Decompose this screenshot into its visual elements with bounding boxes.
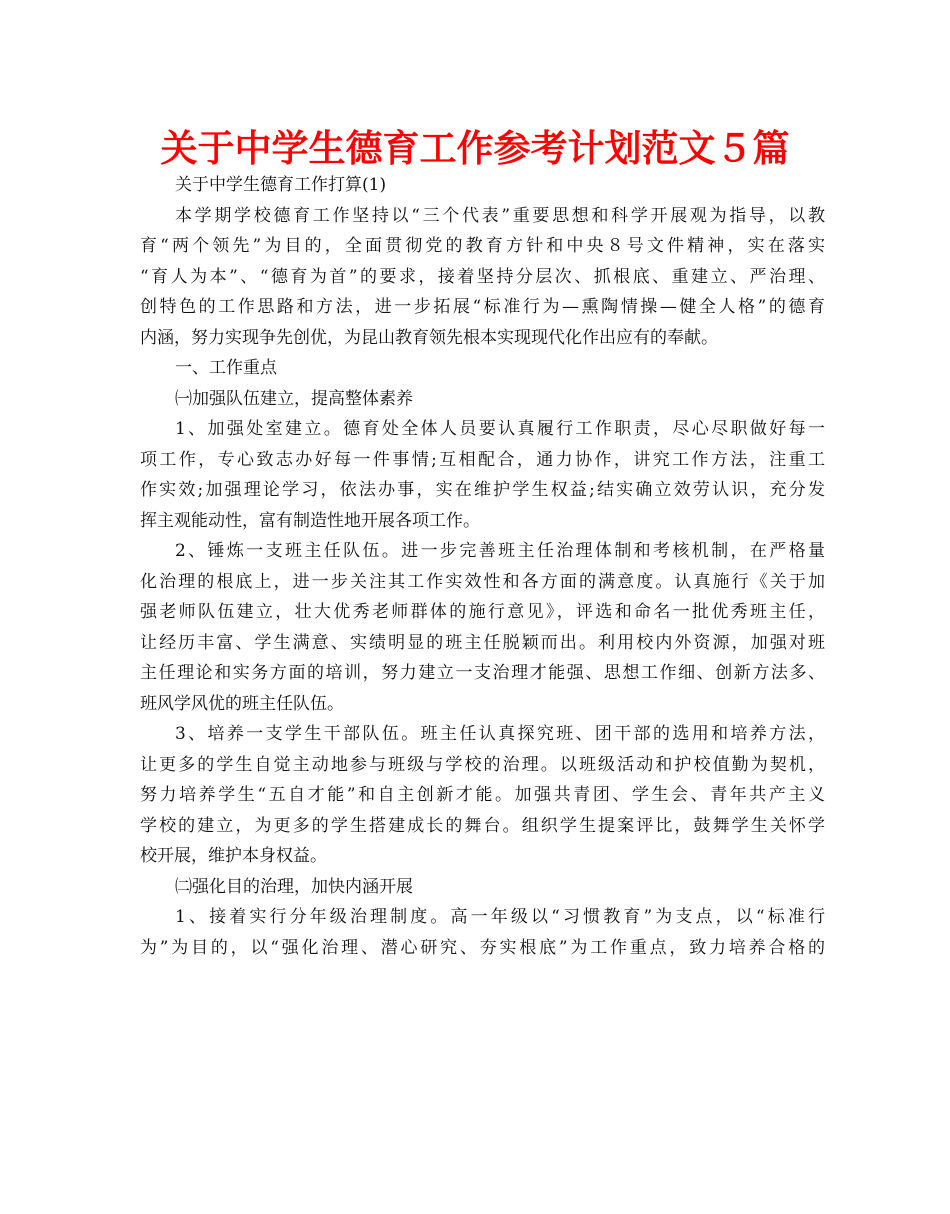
text-line: 主任理论和实务方面的培训，努力建立一支治理才能强、思想工作细、创新方法多、 (140, 663, 825, 683)
text-line: 1、接着实行分年级治理制度。高一年级以“习惯教育”为支点，以“标准行 (175, 907, 825, 927)
text-line: 努力培养学生“五自才能”和自主创新才能。加强共青团、学生会、青年共产主义 (140, 785, 825, 805)
text-line: 育“两个领先”为目的，全面贯彻党的教育方针和中央８号文件精神，实在落实 (140, 236, 825, 256)
text-line: 学校的建立，为更多的学生搭建成长的舞台。组织学生提案评比，鼓舞学生关怀学 (140, 815, 825, 836)
text-line: 作实效;加强理论学习，依法办事，实在维护学生权益;结实确立效劳认识，充分发 (140, 480, 825, 500)
text-line: 挥主观能动性，富有制造性地开展各项工作。 (140, 510, 480, 531)
document-title: 关于中学生德育工作参考计划范文５篇 (160, 127, 790, 170)
text-line: 创特色的工作思路和方法，进一步拓展“标准行为—熏陶情操—健全人格”的德育 (140, 297, 825, 317)
text-line: 班风学风优的班主任队伍。 (140, 693, 344, 714)
text-line: ㈡强化目的治理，加快内涵开展 (175, 876, 413, 897)
text-line: “育人为本”、“德育为首”的要求，接着坚持分层次、抓根底、重建立、严治理、 (140, 266, 825, 287)
text-line: 让经历丰富、学生满意、实绩明显的班主任脱颖而出。利用校内外资源，加强对班 (140, 632, 825, 653)
text-line: 1、加强处室建立。德育处全体人员要认真履行工作职责，尽心尽职做好每一 (175, 419, 825, 439)
text-line: 3、培养一支学生干部队伍。班主任认真探究班、团干部的选用和培养方法， (175, 724, 825, 744)
text-line: 为”为目的，以“强化治理、潜心研究、夯实根底”为工作重点，致力培养合格的 (140, 937, 825, 958)
text-line: 本学期学校德育工作坚持以“三个代表”重要思想和科学开展观为指导，以教 (175, 205, 825, 226)
text-line: 2、锤炼一支班主任队伍。进一步完善班主任治理体制和考核机制，在严格量 (175, 541, 825, 561)
text-line: 强老师队伍建立，壮大优秀老师群体的施行意见》，评选和命名一批优秀班主任， (140, 602, 825, 622)
text-line: 让更多的学生自觉主动地参与班级与学校的治理。以班级活动和护校值勤为契机， (140, 754, 825, 775)
text-line: 化治理的根底上，进一步关注其工作实效性和各方面的满意度。认真施行《关于加 (140, 571, 825, 592)
text-line: ㈠加强队伍建立，提高整体素养 (175, 388, 413, 409)
text-line: 关于中学生德育工作打算(1) (175, 175, 387, 195)
document-body (140, 170, 825, 963)
text-line: 项工作，专心致志办好每一件事情;互相配合，通力协作，讲究工作方法，注重工 (140, 449, 825, 470)
text-line: 校开展，维护本身权益。 (140, 846, 327, 866)
text-line: 一、工作重点 (175, 358, 277, 378)
text-line: 内涵，努力实现争先创优，为昆山教育领先根本实现现代化作出应有的奉献。 (140, 327, 718, 348)
